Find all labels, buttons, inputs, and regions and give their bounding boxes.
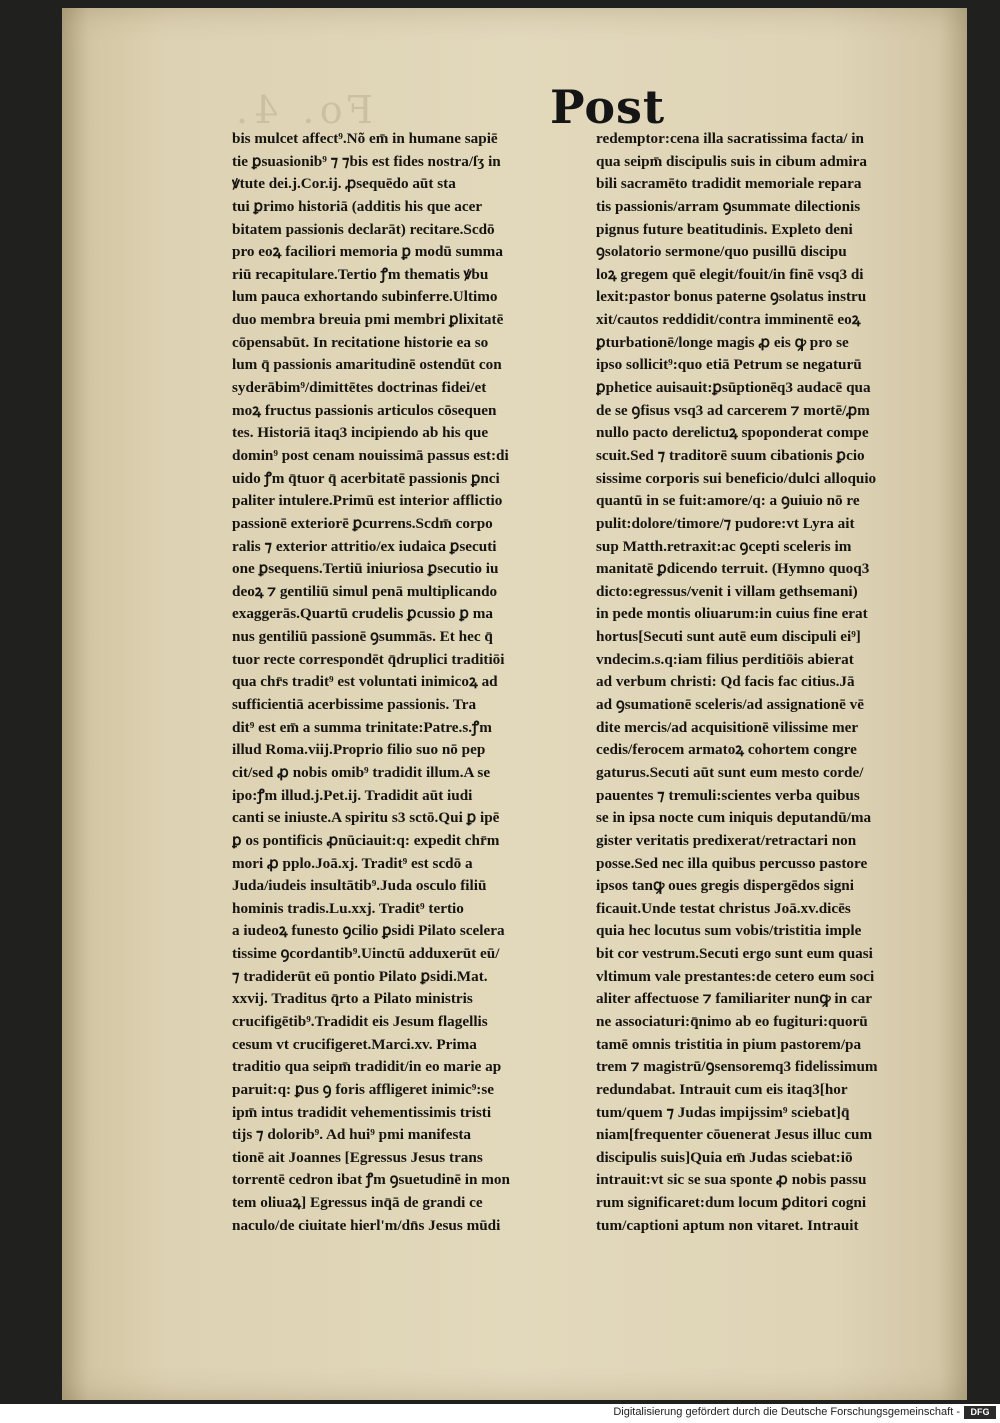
text-line: cesum vt crucifigeret.Marci.xv. Prima bbox=[232, 1035, 477, 1053]
text-line: ꝑturbationē/longe magis ꝓ eis ꝙ pro se bbox=[596, 333, 849, 351]
text-line: ipm̄ intus tradidit vehementissimis tristi bbox=[232, 1103, 492, 1121]
text-line: scuit.Sed ⁊ traditorē suum cibationis ꝑcio bbox=[596, 446, 865, 464]
text-line: se in ipsa nocte cum iniquis deputandū/ma bbox=[596, 809, 872, 827]
text-line: moꝝ fructus passionis articulos cōsequen bbox=[232, 401, 497, 419]
dfg-logo: DFG bbox=[964, 1406, 996, 1419]
text-line: deoꝝ ⁊ gentiliū simul penā multiplicando bbox=[232, 582, 498, 600]
text-line: a iudeoꝝ funesto ꝯcilio ꝑsidi Pilato scelera bbox=[232, 922, 505, 940]
text-line: discipulis suis]Quia em̄ Judas sciebat:iō bbox=[596, 1148, 853, 1166]
text-line: torrentē cedron ibat ꝭm ꝯsuetudinē in mon bbox=[232, 1171, 510, 1189]
text-line: crucifigētib⁹.Tradidit eis Jesum flagellis bbox=[232, 1012, 488, 1030]
text-line: bit cor vestrum.Secuti ergo sunt eum quasi bbox=[596, 945, 873, 963]
text-line: nullo pacto derelictuꝝ spoponderat compe bbox=[596, 424, 869, 442]
funding-notice: Digitalisierung gefördert durch die Deutsche Forschungsgemeinschaft - bbox=[613, 1406, 960, 1418]
text-line: tui ꝑrimo historiā (additis his que acer bbox=[232, 197, 483, 215]
text-line: syderābim⁹/dimittētes doctrinas fidei/et bbox=[232, 379, 487, 397]
text-line: one ꝑsequens.Tertiū iniuriosa ꝑsecutio iu bbox=[232, 560, 499, 578]
text-line: bili sacramēto tradidit memoriale repara bbox=[596, 175, 862, 193]
text-line: domin⁹ post cenam nouissimā passus est:di bbox=[232, 446, 509, 464]
text-line: lum q̄ passionis amaritudinē ostendūt con bbox=[232, 356, 502, 374]
text-line: nus gentiliū passionē ꝯsummās. Et hec q̄ bbox=[232, 628, 493, 646]
text-line: lexit:pastor bonus paterne ꝯsolatus instru bbox=[596, 288, 867, 306]
text-line: tie ꝑsuasionib⁹ ⁊ ⁊bis est fides nostra/ſʒ in bbox=[232, 152, 501, 170]
text-line: ad ꝯsumationē sceleris/ad assignationē vē bbox=[596, 696, 864, 714]
text-line: ne associaturi:q̄nimo ab eo fugituri:quorū bbox=[596, 1012, 868, 1030]
text-line: quantū in se fuit:amore/q: a ꝯuiuio nō re bbox=[596, 492, 860, 510]
text-line: ⁊ tradiderūt eū pontio Pilato ꝑsidi.Mat. bbox=[232, 967, 488, 985]
text-line: cōpensabūt. In recitatione historie ea so bbox=[232, 333, 489, 351]
text-line: xit/cautos reddidit/contra imminentē eoꝝ bbox=[596, 311, 861, 329]
text-line: cit/sed ꝓ nobis omib⁹ tradidit illum.A se bbox=[232, 763, 491, 781]
text-line: paliter intulere.Primū est interior afflictio bbox=[232, 492, 503, 510]
text-line: de se ꝯfisus vsq3 ad carcerem ⁊ mortē/ꝓm bbox=[596, 401, 870, 419]
text-line: ꝟtute dei.j.Cor.ij. ꝓsequēdo aūt sta bbox=[232, 175, 456, 193]
text-line: Juda/iudeis insultātib⁹.Juda osculo filiū bbox=[232, 877, 487, 895]
text-line: niam[frequenter cōuenerat Jesus illuc cum bbox=[596, 1126, 873, 1144]
text-line: tijs ⁊ dolorib⁹. Ad hui⁹ pmi manifesta bbox=[232, 1126, 472, 1144]
text-line: pignus future beatitudinis. Expleto deni bbox=[596, 220, 853, 238]
text-line: paruit:q: ꝑus ꝯ foris affligeret inimic⁹:se bbox=[232, 1080, 494, 1098]
text-line: canti se iniuste.A spiritu s3 sctō.Qui ꝑ ipē bbox=[232, 809, 500, 827]
text-line: exaggerās.Quartū crudelis ꝑcussio ꝑ ma bbox=[232, 605, 493, 623]
text-line: dicto:egressus/venit i villam gethsemani) bbox=[596, 582, 858, 600]
text-line: mori ꝓ pplo.Joā.xj. Tradit⁹ est scdō a bbox=[232, 854, 473, 872]
text-line: tum/captioni aptum non vitaret. Intrauit bbox=[596, 1216, 859, 1234]
text-line: ipo:ꝭm illud.j.Pet.ij. Tradidit aūt iudi bbox=[232, 786, 473, 804]
text-line: dite mercis/ad acquisitionē vilissime mer bbox=[596, 718, 859, 736]
text-line: sissime corporis sui beneficio/dulci alloquio bbox=[596, 469, 877, 487]
text-line: aliter affectuose ⁊ familiariter nunꝙ in car bbox=[596, 990, 872, 1008]
text-line: redemptor:cena illa sacratissima facta/ in bbox=[596, 130, 864, 147]
text-line: illud Roma.viij.Proprio filio suo nō pep bbox=[232, 741, 486, 759]
text-line: ad verbum christi: Qd facis fac citius.Jā bbox=[596, 673, 855, 691]
text-line: ꝯsolatorio sermone/quo pusillū discipu bbox=[596, 243, 847, 261]
text-line: ꝑ os pontificis ꝓnūciauit:q: expedit chr̄m bbox=[232, 831, 500, 849]
text-line: manitatē ꝑdicendo terruit. (Hymno quoq3 bbox=[596, 560, 870, 578]
left-text-column bbox=[232, 128, 592, 1237]
text-line: ficauit.Unde testat christus Joā.xv.dicēs bbox=[596, 899, 851, 917]
footer-bar bbox=[0, 1404, 1000, 1423]
text-line: riū recapitulare.Tertio ꝭm thematis ꝟbu bbox=[232, 265, 489, 283]
text-line: pauentes ⁊ tremuli:scientes verba quibus bbox=[596, 786, 860, 804]
text-line: posse.Sed nec illa quibus percusso pastore bbox=[596, 854, 868, 872]
text-line: uido ꝭm q̄tuor q̄ acerbitatē passionis ꝑnci bbox=[232, 469, 500, 487]
text-line: pulit:dolore/timore/⁊ pudore:vt Lyra ait bbox=[596, 514, 855, 532]
text-line: hominis tradis.Lu.xxj. Tradit⁹ tertio bbox=[232, 899, 464, 917]
text-line: ipso sollicit⁹:quo etiā Petrum se negaturū bbox=[596, 356, 862, 374]
text-line: tissime ꝯcordantib⁹.Uinctū adduxerūt eū/ bbox=[232, 945, 500, 963]
text-line: ꝑphetice auisauit:ꝑsūptionēq3 audacē qua bbox=[596, 379, 871, 397]
text-line: pro eoꝝ faciliori memoria ꝑ modū summa bbox=[232, 243, 503, 261]
text-line: rum significaret:dum locum ꝑditori cogni bbox=[596, 1194, 867, 1212]
text-line: tuor recte correspondēt q̄druplici traditiōi bbox=[232, 650, 505, 668]
text-line: hortus[Secuti sunt autē eum discipuli ei⁹] bbox=[596, 628, 861, 646]
text-line: tem oliuaꝝ] Egressus inq̄ā de grandi ce bbox=[232, 1194, 483, 1212]
text-line: tum/quem ⁊ Judas impijssim⁹ sciebat]q̄ bbox=[596, 1103, 850, 1121]
show-through-heading: Fo. 4. bbox=[230, 88, 373, 132]
text-line: tes. Historiā itaq3 incipiendo ab his que bbox=[232, 424, 489, 442]
running-heading: Post bbox=[550, 80, 666, 134]
text-line: naculo/de ciuitate hierl'm/dn̄s Jesus mūdi bbox=[232, 1216, 501, 1234]
text-line: sup Matth.retraxit:ac ꝯcepti sceleris im bbox=[596, 537, 852, 555]
text-line: loꝝ gregem quē elegit/fouit/in finē vsq3 di bbox=[596, 265, 864, 283]
text-line: tis passionis/arram ꝯsummate dilectionis bbox=[596, 197, 861, 215]
text-line: ralis ⁊ exterior attritio/ex iudaica ꝑsecuti bbox=[232, 537, 497, 555]
text-line: redundabat. Intrauit cum eis itaq3[hor bbox=[596, 1080, 848, 1098]
text-line: gaturus.Secuti aūt sunt eum mesto corde/ bbox=[596, 763, 864, 781]
text-line: cedis/ferocem armatoꝝ cohortem congre bbox=[596, 741, 857, 759]
text-line: qua seipm̄ discipulis suis in cibum admira bbox=[596, 152, 867, 170]
text-line: xxvij. Traditus q̄rto a Pilato ministris bbox=[232, 990, 473, 1008]
text-line: bis mulcet affect⁹.Nõ em̄ in humane sapiē bbox=[232, 130, 498, 147]
text-line: lum pauca exhortando subinferre.Ultimo bbox=[232, 288, 498, 306]
text-line: tamē omnis tristitia in pium pastorem/pa bbox=[596, 1035, 862, 1053]
text-line: passionē exteriorē ꝑcurrens.Scdm̄ corpo bbox=[232, 514, 493, 532]
text-line: gister veritatis predixerat/retractari non bbox=[596, 831, 857, 849]
text-line: in pede montis oliuarum:in cuius fine erat bbox=[596, 605, 868, 623]
text-line: qua chr̄s tradit⁹ est voluntati inimicoꝝ ad bbox=[232, 673, 498, 691]
text-line: bitatem passionis declarāt) recitare.Scdō bbox=[232, 220, 495, 238]
text-line: vndecim.s.q:iam filius perditiōis abierat bbox=[596, 650, 854, 668]
text-line: traditio qua seipm̄ tradidit/in eo marie ap bbox=[232, 1058, 502, 1076]
text-line: sufficientiā acerbissime passionis. Tra bbox=[232, 696, 477, 714]
text-line: ipsos tanꝙ oues gregis dispergēdos signi bbox=[596, 877, 854, 895]
text-line: dit⁹ est em̄ a summa trinitate:Patre.s.ꝭm bbox=[232, 718, 492, 736]
text-line: duo membra breuia pmi membri ꝑlixitatē bbox=[232, 311, 504, 329]
right-text-column bbox=[596, 128, 956, 1237]
text-line: trem ⁊ magistrū/ꝯsensoremq3 fidelissimum bbox=[596, 1058, 878, 1076]
text-line: tionē ait Joannes [Egressus Jesus trans bbox=[232, 1148, 483, 1166]
text-line: quia hec locutus sum vobis/tristitia imple bbox=[596, 922, 862, 940]
text-line: intrauit:vt sic se sua sponte ꝓ nobis passu bbox=[596, 1171, 867, 1189]
text-line: vltimum vale prestantes:de cetero eum soci bbox=[596, 967, 875, 985]
